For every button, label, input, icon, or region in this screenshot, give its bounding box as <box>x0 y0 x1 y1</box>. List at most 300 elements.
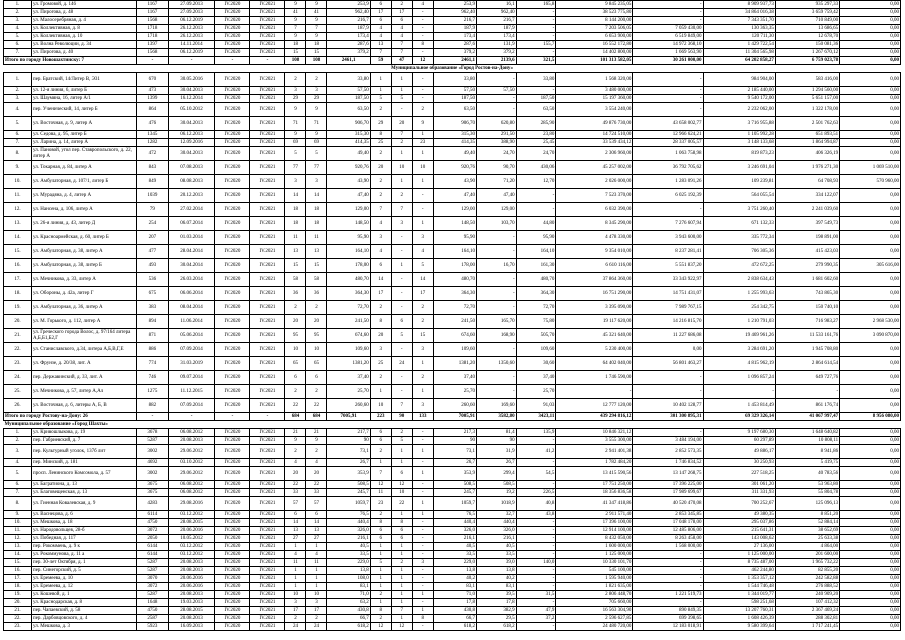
address-cell: ул. Амбулаторная, д. 38, литер Б <box>32 259 137 273</box>
table-cell: IV.2021 <box>250 259 285 273</box>
table-cell: IV.2021 <box>250 623 285 631</box>
table-cell: 0,00 <box>840 543 901 551</box>
total-cell: 101 313 582,05 <box>556 57 633 65</box>
table-cell: 31.03.2019 <box>168 357 215 371</box>
table-cell: 24 480 720,00 <box>556 623 633 631</box>
table-cell: 26,7 <box>327 459 370 467</box>
table-cell: 1 096 857,24 <box>703 371 775 385</box>
table-cell: IV.2021 <box>250 49 285 57</box>
table-cell: 37,40 <box>327 371 370 385</box>
table-cell: 6 <box>370 429 391 437</box>
table-cell: IV.2021 <box>250 357 285 371</box>
table-cell: - <box>516 49 556 57</box>
table-cell: 8 <box>412 41 433 49</box>
table-cell: 150 081,36 <box>775 41 839 49</box>
table-cell: - <box>516 583 556 591</box>
table-cell: 2 <box>412 371 433 385</box>
table-cell: 27 <box>285 535 306 543</box>
table-cell: 66,7 <box>433 615 476 623</box>
total-cell: - <box>250 57 285 65</box>
table-cell: IV.2020 <box>215 73 250 87</box>
table-row <box>4 41 901 49</box>
total-cell: 90 <box>391 413 412 421</box>
table-cell: 1 <box>391 259 412 273</box>
table-cell: 24 <box>306 623 327 631</box>
table-cell: 886 <box>137 343 169 357</box>
table-cell: 216,7 <box>327 17 370 25</box>
table-cell: 618,2 <box>327 623 370 631</box>
table-cell: 69 <box>306 139 327 147</box>
table-cell: IV.2020 <box>215 481 250 489</box>
table-cell: 9. <box>4 511 32 519</box>
table-row <box>4 371 901 385</box>
table-cell: 165,8 <box>516 1 556 9</box>
table-cell: 09.07.2014 <box>168 371 215 385</box>
table-cell: - <box>516 203 556 217</box>
table-cell: 10 <box>306 591 327 599</box>
table-cell: 0,00 <box>840 103 901 117</box>
table-cell: 6 <box>285 511 306 519</box>
table-cell: 5287 <box>137 559 169 567</box>
table-cell: 1 648 640,82 <box>775 429 839 437</box>
table-cell: IV.2021 <box>250 535 285 543</box>
table-cell: 1381,20 <box>327 357 370 371</box>
table-cell: IV.2020 <box>215 103 250 117</box>
table-cell: 17 989 699,67 <box>633 489 703 497</box>
table-cell: 1718 <box>137 33 169 41</box>
table-cell: IV.2021 <box>250 445 285 459</box>
table-cell: - <box>633 87 703 95</box>
table-cell: 22. <box>4 615 32 623</box>
table-cell: 47,9 <box>516 607 556 615</box>
table-cell: 33,80 <box>327 73 370 87</box>
table-cell: 4 815 962,19 <box>703 357 775 371</box>
table-cell: 1 <box>370 575 391 583</box>
table-row <box>4 357 901 371</box>
table-row <box>4 131 901 139</box>
table-cell: 47,40 <box>476 189 516 203</box>
table-cell: 2 <box>285 385 306 399</box>
table-cell: 17. <box>4 273 32 287</box>
address-cell: ул. Еремеева, д. 12 <box>32 583 137 591</box>
table-cell: - <box>633 95 703 103</box>
table-cell: 4 <box>370 25 391 33</box>
table-cell: 7 <box>391 607 412 615</box>
table-row <box>4 559 901 567</box>
table-cell: 882 <box>137 399 169 413</box>
table-cell: 150 740,10 <box>775 301 839 315</box>
table-cell: - <box>633 385 703 399</box>
table-cell: 06.07.2014 <box>168 217 215 231</box>
total-cell: 3423,11 <box>516 413 556 421</box>
table-cell: 72,70 <box>327 301 370 315</box>
table-cell: 73,1 <box>433 445 476 459</box>
table-cell: 3 <box>285 87 306 95</box>
table-cell: 1397 <box>137 41 169 49</box>
table-cell: 164,10 <box>516 245 556 259</box>
table-cell: 699 398,65 <box>633 615 703 623</box>
table-cell: 40 520 470,08 <box>633 497 703 511</box>
table-cell: 8. <box>4 497 32 511</box>
table-cell: - <box>412 25 433 33</box>
table-cell: 473 <box>137 87 169 95</box>
address-cell: пер. Державинский, д. 33, лит. А <box>32 371 137 385</box>
table-cell: 9 <box>412 117 433 131</box>
table-cell: 30.04.2013 <box>168 87 215 95</box>
table-cell: 41 <box>306 9 327 17</box>
table-cell: 1 <box>391 445 412 459</box>
table-cell: 2 <box>370 591 391 599</box>
table-cell: 7 <box>391 399 412 413</box>
table-cell: 12 <box>370 481 391 489</box>
table-cell: 0,00 <box>633 343 703 357</box>
table-cell: IV.2021 <box>250 559 285 567</box>
table-cell: 217,7 <box>327 429 370 437</box>
table-row <box>4 385 901 399</box>
table-cell: IV.2021 <box>250 519 285 527</box>
table-cell: IV.2020 <box>215 189 250 203</box>
table-cell: 8 144 200,00 <box>556 17 633 25</box>
table-cell: 07.08.2013 <box>168 161 215 175</box>
table-cell: 8 237 281,41 <box>633 245 703 259</box>
table-cell: 72,70 <box>516 301 556 315</box>
table-cell: 920,76 <box>327 161 370 175</box>
table-cell: 24 <box>391 357 412 371</box>
table-cell: IV.2020 <box>215 429 250 437</box>
table-cell: 49 886,17 <box>703 445 775 459</box>
table-cell: 1 669 563,90 <box>633 49 703 57</box>
section-header-row <box>4 421 901 429</box>
table-cell: 23 <box>412 139 433 147</box>
table-cell: 1 595 940,00 <box>556 575 633 583</box>
table-cell: 2 306 960,00 <box>556 147 633 161</box>
table-cell: 20.06.2016 <box>168 583 215 591</box>
table-cell: 14 724 510,00 <box>556 131 633 139</box>
address-cell: ул. Коллективная, д. 8 <box>32 25 137 33</box>
table-cell: IV.2021 <box>250 87 285 95</box>
table-cell: 7 059 430,00 <box>633 25 703 33</box>
address-cell: ул. Мурадяна, д. 4, литер А <box>32 189 137 203</box>
table-cell: 1 <box>370 73 391 87</box>
table-cell: 20 <box>370 161 391 175</box>
table-cell: 5. <box>4 33 32 41</box>
table-cell: 17 <box>306 607 327 615</box>
table-cell: 906,70 <box>327 117 370 131</box>
table-cell: - <box>412 623 433 631</box>
table-cell: 24. <box>4 371 32 385</box>
table-cell: IV.2021 <box>250 615 285 623</box>
table-cell: 33,5 <box>476 551 516 559</box>
table-cell: 10 402 128,77 <box>633 399 703 413</box>
table-cell: 40,5 <box>433 543 476 551</box>
address-cell: ул. Победная, д. 117 <box>32 535 137 543</box>
total-cell: 59 <box>370 57 391 65</box>
table-cell: 20.06.2016 <box>168 527 215 535</box>
table-cell: 27 <box>306 535 327 543</box>
table-cell: 414,35 <box>327 139 370 147</box>
table-cell: 480,70 <box>516 273 556 287</box>
total-label: Итого по городу Ростову-на-Дону: 26 <box>4 413 137 421</box>
table-cell: 71 <box>306 117 327 131</box>
table-cell: 4692 <box>137 459 169 467</box>
table-cell: 1 344 019,77 <box>703 591 775 599</box>
table-cell: 107 412,32 <box>775 599 839 607</box>
table-cell: 03.12.2012 <box>168 511 215 519</box>
table-row <box>4 315 901 329</box>
table-cell: - <box>476 103 516 117</box>
table-cell: 17,8 <box>476 599 516 607</box>
table-cell: 14. <box>4 551 32 559</box>
table-cell: 45 321 640,00 <box>556 329 633 343</box>
table-row <box>4 599 901 607</box>
table-cell: 819 873,23 <box>703 147 775 161</box>
table-cell: 65 <box>285 357 306 371</box>
table-row <box>4 117 901 131</box>
table-cell: 22. <box>4 343 32 357</box>
table-cell: 651 893,51 <box>775 131 839 139</box>
table-row <box>4 73 901 87</box>
table-cell: 440,4 <box>433 519 476 527</box>
table-cell: 2 941 401,38 <box>556 445 633 459</box>
total-cell: - <box>215 413 250 421</box>
table-row <box>4 1 901 9</box>
table-cell: 64 402 040,00 <box>556 357 633 371</box>
table-cell: 3 <box>412 343 433 357</box>
total-cell: 0,00 <box>840 57 901 65</box>
table-cell: 216,7 <box>476 17 516 25</box>
table-cell: 493 <box>137 259 169 273</box>
table-cell: 9 845 235,05 <box>556 1 633 9</box>
table-cell: 6 <box>370 535 391 543</box>
table-cell: IV.2020 <box>215 287 250 301</box>
table-cell: 71,0 <box>433 591 476 599</box>
table-cell: 108,0 <box>327 575 370 583</box>
table-cell: IV.2021 <box>250 95 285 103</box>
table-cell: - <box>633 429 703 437</box>
total-cell: 133 <box>412 413 433 421</box>
table-cell: 169,60 <box>476 399 516 413</box>
table-cell: 1 353 357,12 <box>703 575 775 583</box>
address-cell: ул. Седова, д. 95, литер Б <box>32 131 137 139</box>
table-cell: 4 478 330,00 <box>556 231 633 245</box>
table-cell: 1568 <box>137 49 169 57</box>
table-cell: 33 539 434,12 <box>556 139 633 147</box>
table-cell: 1 <box>370 599 391 607</box>
table-cell: 19.03.2013 <box>168 599 215 607</box>
address-cell: ул. Красноармейская, д. 60, литер Б <box>32 231 137 245</box>
table-cell: 95,90 <box>327 231 370 245</box>
table-cell: IV.2020 <box>215 25 250 33</box>
table-cell: 32,7 <box>476 511 516 519</box>
table-cell: - <box>412 519 433 527</box>
table-cell: 13. <box>4 543 32 551</box>
table-cell: 6 653 900,00 <box>556 33 633 41</box>
table-cell: 3. <box>4 445 32 459</box>
table-cell: 27.09.2013 <box>168 1 215 9</box>
table-cell: 5 419,75 <box>775 459 839 467</box>
table-cell: - <box>412 459 433 467</box>
address-cell: ул. Васнецова, д. 6 <box>32 511 137 519</box>
table-cell: 388,90 <box>476 139 516 147</box>
table-cell: IV.2020 <box>215 599 250 607</box>
table-cell: 379,2 <box>327 49 370 57</box>
address-cell: пер. Рокоммень, д. 9 к <box>32 543 137 551</box>
table-cell: 287,6 <box>433 41 476 49</box>
table-cell: 20. <box>4 599 32 607</box>
address-cell: ул. Рокоммунова, д. 11 а <box>32 551 137 559</box>
table-cell: 1 063 758,98 <box>633 147 703 161</box>
table-cell: IV.2021 <box>250 245 285 259</box>
table-cell: 2 026 000,00 <box>556 175 633 189</box>
table-cell: 129,00 <box>476 203 516 217</box>
table-cell: 1 <box>412 607 433 615</box>
table-cell: 0,00 <box>840 511 901 519</box>
table-cell: 1 267 670,12 <box>775 49 839 57</box>
table-cell: - <box>703 385 775 399</box>
table-cell: 1167 <box>137 9 169 17</box>
table-cell: 3675 <box>137 489 169 497</box>
table-cell: 3002 <box>137 467 169 481</box>
table-cell: 8 432 050,00 <box>556 535 633 543</box>
table-cell: 22 <box>285 399 306 413</box>
table-cell: 11. <box>4 189 32 203</box>
table-cell: IV.2021 <box>250 551 285 559</box>
table-cell: 25,70 <box>327 385 370 399</box>
table-cell: 710 849,00 <box>775 17 839 25</box>
table-cell: IV.2021 <box>250 301 285 315</box>
table-cell: 2 <box>285 445 306 459</box>
table-cell: 15. <box>4 245 32 259</box>
table-cell: 20 <box>306 467 327 481</box>
table-cell: - <box>412 543 433 551</box>
table-cell: 3072 <box>137 527 169 535</box>
table-cell: 3 <box>370 231 391 245</box>
table-cell: 28.04.2014 <box>168 245 215 259</box>
table-cell: 9 197 680,30 <box>703 429 775 437</box>
table-cell: - <box>516 543 556 551</box>
table-cell: 1 <box>285 583 306 591</box>
table-cell: IV.2020 <box>215 9 250 17</box>
table-cell: 0,00 <box>840 583 901 591</box>
table-cell: 173,4 <box>327 33 370 41</box>
table-cell: 13 207 760,31 <box>703 607 775 615</box>
table-cell: 21. <box>4 329 32 343</box>
table-cell: 36 <box>285 287 306 301</box>
table-cell: 2. <box>4 87 32 95</box>
table-cell: 1 <box>412 467 433 481</box>
table-cell: 5 <box>370 95 391 103</box>
table-cell: 383 <box>137 301 169 315</box>
table-cell: 2 <box>370 103 391 117</box>
table-cell: 288 302,81 <box>775 615 839 623</box>
table-cell: 2 <box>285 73 306 87</box>
table-cell: 28.08.2015 <box>168 519 215 527</box>
table-cell: 140,0 <box>516 559 556 567</box>
table-cell: 125 096,13 <box>775 497 839 511</box>
total-cell: - <box>137 413 169 421</box>
address-cell: пер. 30-лет Октября, д. 1 <box>32 559 137 567</box>
table-cell: 9 <box>306 437 327 445</box>
table-cell: 5 <box>306 147 327 161</box>
table-cell: 95 <box>285 329 306 343</box>
table-cell: 15 <box>285 259 306 273</box>
total-cell: 30 261 000,00 <box>633 57 703 65</box>
table-cell: 583 416,00 <box>775 73 839 87</box>
table-cell: 0,00 <box>840 87 901 95</box>
table-cell: 72,70 <box>433 301 476 315</box>
table-cell: 2 <box>306 301 327 315</box>
table-cell: 12. <box>4 535 32 543</box>
table-cell: 6. <box>4 131 32 139</box>
table-cell: 1568 <box>137 17 169 25</box>
table-cell: 28 337 005,57 <box>633 139 703 147</box>
table-cell: 3 480 000,00 <box>556 87 633 95</box>
table-cell: - <box>412 575 433 583</box>
table-cell: 71 <box>285 117 306 131</box>
table-cell: - <box>516 535 556 543</box>
table-cell: IV.2021 <box>250 329 285 343</box>
table-cell: 5 <box>412 259 433 273</box>
table-cell: IV.2021 <box>250 9 285 17</box>
table-row <box>4 103 901 117</box>
table-cell: 0,00 <box>840 147 901 161</box>
table-cell: 1 <box>412 445 433 459</box>
table-cell: 83,1 <box>433 583 476 591</box>
table-cell: 5 <box>391 95 412 103</box>
table-cell: 11 533 161,76 <box>775 329 839 343</box>
table-cell: 173,4 <box>476 33 516 41</box>
address-cell: пер. Синегорский, д. 5 <box>32 567 137 575</box>
table-cell: 25,70 <box>433 385 476 399</box>
table-cell: 12.09.2016 <box>168 139 215 147</box>
table-cell: 10. <box>4 519 32 527</box>
table-cell: 23. <box>4 357 32 371</box>
table-cell: 0,00 <box>840 117 901 131</box>
table-cell: - <box>391 385 412 399</box>
table-cell: 22 <box>391 497 412 511</box>
table-cell: 21 <box>306 429 327 437</box>
table-cell: 1 965 732,22 <box>775 559 839 567</box>
table-cell: 66,7 <box>327 615 370 623</box>
table-cell: 4 <box>370 245 391 259</box>
table-cell: 40 783,56 <box>775 467 839 481</box>
table-cell: 49,40 <box>433 147 476 161</box>
table-cell: IV.2021 <box>250 17 285 25</box>
table-cell: 1718 <box>137 25 169 33</box>
table-cell: 1 <box>412 357 433 371</box>
table-cell: 5923 <box>137 623 169 631</box>
table-cell: 63,50 <box>516 103 556 117</box>
table-row <box>4 489 901 497</box>
table-cell: IV.2020 <box>215 87 250 95</box>
table-cell: 3 090 870,00 <box>840 329 901 343</box>
table-cell: 25 <box>370 139 391 147</box>
table-cell: 11 <box>306 231 327 245</box>
table-cell: 57 <box>306 497 327 511</box>
table-cell: 0,00 <box>840 599 901 607</box>
table-cell: 17 <box>370 9 391 17</box>
table-cell: 12 183 018,91 <box>633 623 703 631</box>
table-cell: 2 <box>391 139 412 147</box>
table-cell: IV.2020 <box>215 551 250 559</box>
table-cell: 291,50 <box>476 131 516 139</box>
table-cell: 4750 <box>137 519 169 527</box>
table-cell: 13 <box>285 245 306 259</box>
table-cell: 165,70 <box>476 315 516 329</box>
total-cell: 41 067 997,47 <box>775 413 839 421</box>
table-cell: 29,5 <box>476 615 516 623</box>
table-cell: - <box>476 287 516 301</box>
